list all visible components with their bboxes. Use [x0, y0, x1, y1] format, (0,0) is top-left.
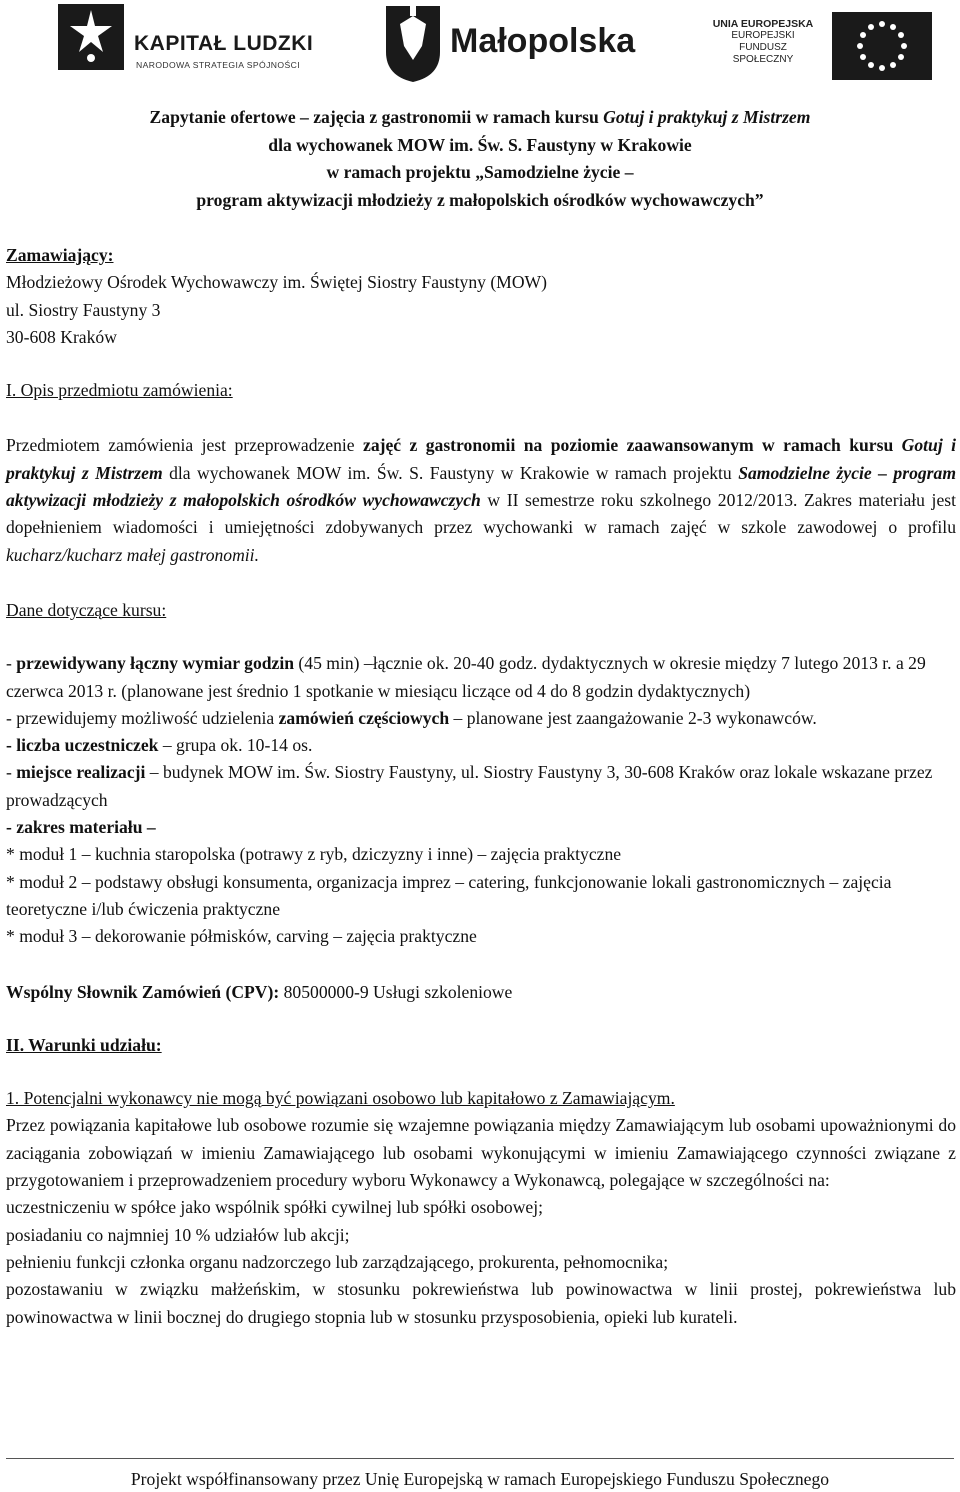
title-line-1-text: Zapytanie ofertowe – zajęcia z gastronomii w ramach kursu — [149, 107, 604, 127]
ordering-party-heading: Zamawiający: — [6, 245, 114, 265]
eu-flag-icon — [832, 12, 932, 80]
title-line-3: w ramach projektu „Samodzielne życie – — [326, 162, 634, 182]
b4-text: – budynek MOW im. Św. Siostry Faustyny, ul. Siostry Faustyny 3, 30-608 Kraków oraz lokale wskazane przez prowadzących — [6, 762, 933, 810]
section-2-point-1: 1. Potencjalni wykonawcy nie mogą być powiązani osobowo lub kapitałowo z Zamawiającym. — [6, 1088, 675, 1109]
relation-item-4: pozostawaniu w związku małżeńskim, w stosunku pokrewieństwa lub powinowactwa w linii prostej, pokrewieństwa lub powinowactwa w linii bocznej do drugiego stopnia lub w stosunku przysposobienia, opieki lub kurateli. — [6, 1279, 956, 1327]
s1-text-d: dla wychowanek MOW im. Św. S. Faustyny w Krakowie w ramach projektu — [162, 462, 739, 483]
eu-text — [708, 18, 818, 66]
section-2-definition: Przez powiązania kapitałowe lub osobowe rozumie się wzajemne powiązania między Zamawiającym lub osobami upoważnionymi do zaciągania zobowiązań w imieniu Zamawiającego lub osobami wykonującymi w imieniu Zamawiającego czynności związane z przygotowaniem i przeprowadzeniem procedury wyboru Wykonawcy a Wykonawcą, polegające w szczególności na: — [6, 1115, 956, 1191]
location-item — [6, 759, 956, 814]
kapital-ludzki-subtitle: NARODOWA STRATEGIA SPÓJNOŚCI — [136, 60, 300, 70]
ordering-party-name: Młodzieżowy Ośrodek Wychowawczy im. Świętej Siostry Faustyny (MOW) — [6, 272, 547, 293]
ordering-party-street: ul. Siostry Faustyny 3 — [6, 299, 161, 320]
eu-line3: FUNDUSZ SPOŁECZNY — [732, 42, 794, 65]
relation-item-3: pełnieniu funkcji członka organu nadzorczego lub zarządzającego, prokurenta, pełnomocnika; — [6, 1251, 669, 1272]
eu-line2: EUROPEJSKI — [731, 30, 795, 41]
b2-text-c: – planowane jest zaangażowanie 2-3 wykonawców. — [449, 707, 817, 728]
cpv-label: Wspólny Słownik Zamówień (CPV): — [6, 981, 280, 1002]
title-course-name: Gotuj i praktykuj z Mistrzem — [603, 107, 811, 127]
eu-logo — [700, 10, 940, 82]
document-title — [0, 104, 960, 214]
title-line-1 — [0, 104, 960, 132]
document-body — [6, 242, 956, 1331]
s1-text-b: zajęć z gastronomii na poziomie zaawansowanym w ramach kursu — [363, 435, 902, 456]
b1-text: (45 min) –łącznie ok. 20-40 godz. dydaktycznych w okresie między 7 lutego 2013 r. a 29 czerwca 2013 r. (planowane jest średnio 1 spotkanie w miesiącu liczące od 4 do 8 godzin dydaktycznych) — [6, 653, 926, 701]
s1-text-a: Przedmiotem zamówienia jest przeprowadzenie — [6, 435, 364, 456]
relation-item-2: posiadaniu co najmniej 10 % udziałów lub akcji; — [6, 1224, 350, 1245]
s1-course-name: Gotuj i praktykuj z Mistrzem — [6, 435, 957, 483]
kapital-ludzki-title: KAPITAŁ LUDZKI — [134, 32, 314, 55]
b2-label: zamówień częściowych — [278, 707, 450, 728]
ordering-party-city: 30-608 Kraków — [6, 326, 117, 347]
course-hours-item — [6, 650, 956, 705]
section-2-heading: II. Warunki udziału: — [6, 1034, 162, 1055]
malopolska-crest-icon — [382, 2, 444, 84]
title-line-2: dla wychowanek MOW im. Św. S. Faustyny w Krakowie — [268, 134, 692, 155]
malopolska-logo — [382, 0, 652, 88]
b1-dash: - — [6, 653, 17, 674]
s1-profile: kucharz/kucharz małej gastronomii. — [6, 544, 259, 565]
course-data-heading: Dane dotyczące kursu: — [6, 599, 167, 620]
kapital-ludzki-emblem-icon — [56, 2, 126, 72]
module-2: * moduł 2 – podstawy obsługi konsumenta, organizacja imprez – catering, funkcjonowanie lokali gastronomicznych – zajęcia teoretyczne i/lub ćwiczenia praktyczne — [6, 871, 892, 919]
b2-text-a: - przewidujemy możliwość udzielenia — [6, 707, 279, 728]
title-line-4: program aktywizacji młodzieży z małopolskich ośrodków wychowawczych” — [196, 189, 764, 210]
participants-item — [6, 732, 956, 759]
cpv-line — [6, 979, 956, 1006]
footer-divider — [6, 1458, 954, 1459]
module-1: * moduł 1 – kuchnia staropolska (potrawy z ryb, dziczyzny i inne) – zajęcia praktyczne — [6, 844, 622, 865]
footer-text: Projekt współfinansowany przez Unię Europejską w ramach Europejskiego Funduszu Społecznego — [130, 1469, 830, 1489]
partial-orders-item — [6, 705, 956, 732]
eu-line1: UNIA EUROPEJSKA — [712, 18, 814, 30]
module-3: * moduł 3 – dekorowanie półmisków, carving – zajęcia praktyczne — [6, 926, 477, 947]
b1-label: przewidywany łączny wymiar godzin — [16, 653, 295, 674]
kapital-ludzki-logo — [56, 2, 356, 80]
b4-dash: - — [6, 762, 17, 783]
material-scope-item: - zakres materiału – — [6, 817, 156, 838]
header-logos — [0, 0, 960, 92]
b3-label: - liczba uczestniczek — [6, 735, 159, 756]
malopolska-title: Małopolska — [450, 22, 636, 60]
b4-label: miejsce realizacji — [16, 762, 146, 783]
cpv-value: 80500000-9 Usługi szkoleniowe — [279, 981, 513, 1002]
b3-text: – grupa ok. 10-14 os. — [158, 735, 313, 756]
section-1-heading: I. Opis przedmiotu zamówienia: — [6, 380, 233, 401]
section-1-paragraph — [6, 432, 956, 568]
relation-item-1: uczestniczeniu w spółce jako wspólnik spółki cywilnej lub spółki osobowej; — [6, 1197, 544, 1218]
s1-project-name: Samodzielne życie – program aktywizacji młodzieży z małopolskich ośrodków wychowawczych — [6, 462, 956, 511]
s1-text-f: w II semestrze roku szkolnego 2012/2013. Zakres materiału jest dopełnieniem wiadomości i umiejętności zdobywanych przez wychowanki w ramach zajęć w szkole zawodowej o profilu — [6, 490, 956, 538]
